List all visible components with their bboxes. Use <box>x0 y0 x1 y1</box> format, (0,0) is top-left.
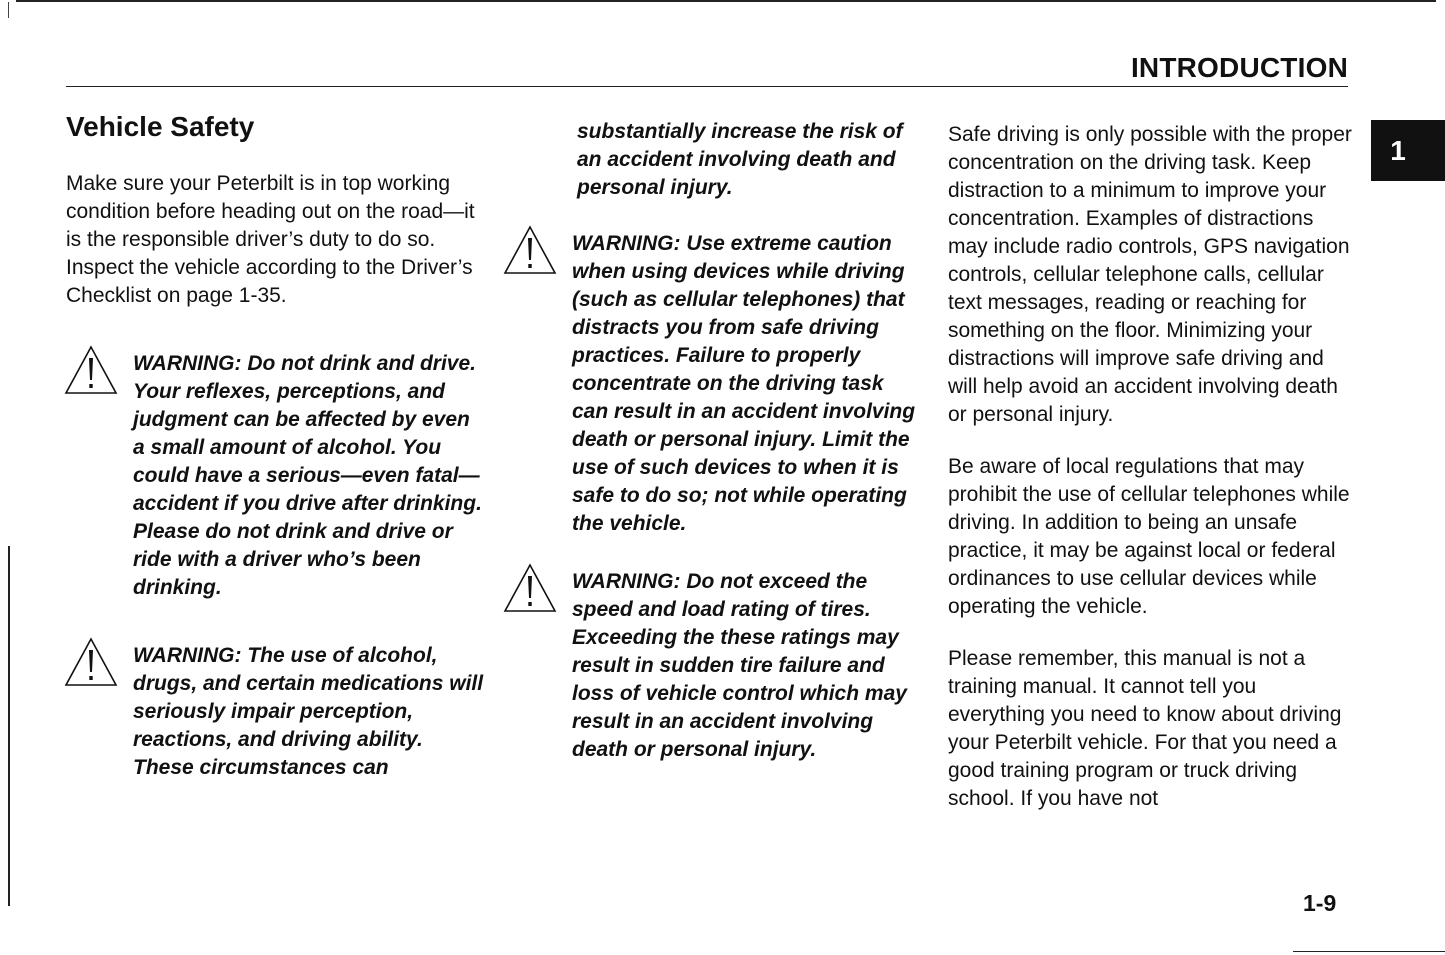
warning-drink <box>66 350 486 602</box>
intro-paragraph: Make sure your Peterbilt is in top working condition before heading out on the road—it is the responsible driver’s duty to do so. Inspect the vehicle according to the Driver’s Checklist on page 1-35. <box>66 172 475 307</box>
footer-rule <box>1293 951 1445 952</box>
regulations-paragraph: Be aware of local regulations that may prohibit the use of cellular telephones while driving. In addition to being an unsafe practice, it may be against local or federal ordinances to use cellular devices while operating the vehicle. <box>948 455 1350 618</box>
crop-mark <box>8 2 9 18</box>
warning-alcohol <box>66 642 486 782</box>
concentration-paragraph: Safe driving is only possible with the proper concentration on the driving task. Keep distraction to a minimum to improve your concentration. Examples of distractions may include radio controls, GPS navigation controls, cellular telephone calls, cellular text messages, reading or reaching for something on the floor. Minimizing your distractions will improve safe driving and will help avoid an accident involving death or personal injury. <box>948 123 1352 426</box>
warning-tires-text: WARNING: Do not exceed the speed and load rating of tires. Exceeding the these ratings may result in sudden tire failure and loss of vehicle control which may result in an accident involving death or personal injury. <box>572 570 907 761</box>
left-column <box>66 110 486 782</box>
warning-tires <box>505 568 925 764</box>
training-paragraph: Please remember, this manual is not a training manual. It cannot tell you everything you need to know about driving your Peterbilt vehicle. For that you need a good training program or truck driving school. If you have not <box>948 647 1342 810</box>
page-number: 1-9 <box>1303 890 1337 916</box>
section-title: Vehicle Safety <box>66 111 255 142</box>
chapter-tab: 1 <box>1371 120 1445 181</box>
warning-devices <box>505 230 925 538</box>
top-rule <box>16 0 1436 2</box>
continued-warning-text: substantially increase the risk of an accident involving death and personal injury. <box>577 120 903 199</box>
right-column <box>948 121 1358 813</box>
warning-devices-text: WARNING: Use extreme caution when using devices while driving (such as cellular telephones) that distracts you from safe driving practices. Failure to properly concentrate on the driving task can result in an accident involving death or personal injury. Limit the use of such devices to when it is safe to do so; not while operating the vehicle. <box>572 232 916 535</box>
warning-triangle-icon <box>63 344 119 396</box>
warning-drink-text: WARNING: Do not drink and drive. Your reflexes, perceptions, and judgment can be affected by even a small amount of alcohol. You could have a serious—even fatal—accident if you drive after drinking. Please do not drink and drive or ride with a driver who’s been drinking. <box>133 352 482 599</box>
warning-triangle-icon <box>502 224 558 276</box>
warning-alcohol-text: WARNING: The use of alcohol, drugs, and certain medications will seriously impair perception, reactions, and driving ability. These circumstances can <box>133 644 484 779</box>
header-rule <box>66 86 1348 87</box>
warning-triangle-icon <box>502 562 558 614</box>
middle-column <box>505 118 925 764</box>
left-margin-bar <box>8 546 10 906</box>
warning-triangle-icon <box>63 636 119 688</box>
header-title: INTRODUCTION <box>1130 52 1348 83</box>
